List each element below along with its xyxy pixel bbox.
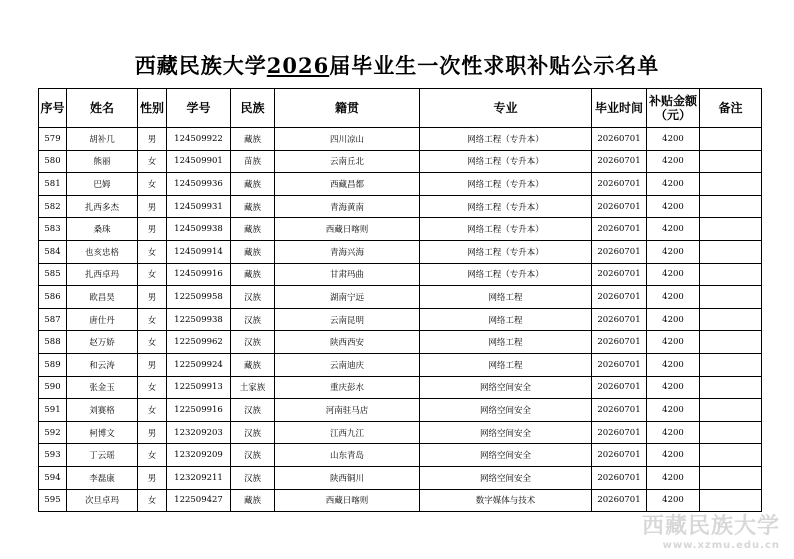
cell-hometown: 云南迪庆 [275,353,420,376]
cell-ethnicity: 汉族 [231,286,275,309]
cell-remark [700,150,762,173]
cell-seq: 591 [39,399,67,422]
cell-seq: 583 [39,218,67,241]
cell-grad-date: 20260701 [592,444,647,467]
cell-major: 网络工程（专升本） [420,150,592,173]
cell-remark [700,466,762,489]
cell-gender: 女 [138,263,167,286]
table-row [39,173,762,196]
table-row [39,331,762,354]
cell-remark [700,421,762,444]
cell-remark [700,218,762,241]
cell-seq: 581 [39,173,67,196]
cell-major: 网络工程（专升本） [420,173,592,196]
header-grad-date: 毕业时间 [592,89,647,128]
cell-gender: 男 [138,286,167,309]
cell-gender: 女 [138,173,167,196]
table-row [39,376,762,399]
cell-grad-date: 20260701 [592,150,647,173]
cell-major: 网络工程 [420,331,592,354]
table-row [39,240,762,263]
cell-amount: 4200 [647,399,700,422]
cell-student-id: 124509901 [167,150,231,173]
cell-gender: 女 [138,376,167,399]
cell-grad-date: 20260701 [592,466,647,489]
cell-remark [700,376,762,399]
cell-name: 扎西卓玛 [67,263,138,286]
cell-amount: 4200 [647,128,700,151]
cell-amount: 4200 [647,353,700,376]
cell-name: 丁云瑶 [67,444,138,467]
document-title [0,50,794,80]
cell-hometown: 陕西西安 [275,331,420,354]
cell-major: 网络工程 [420,286,592,309]
cell-ethnicity: 藏族 [231,128,275,151]
cell-amount: 4200 [647,466,700,489]
cell-major: 网络工程（专升本） [420,263,592,286]
cell-ethnicity: 汉族 [231,399,275,422]
cell-ethnicity: 藏族 [231,489,275,512]
cell-major: 网络工程 [420,353,592,376]
table-row [39,195,762,218]
cell-student-id: 124509922 [167,128,231,151]
table-header-row [39,89,762,128]
cell-student-id: 124509916 [167,263,231,286]
cell-remark [700,331,762,354]
cell-name: 刘赛格 [67,399,138,422]
cell-hometown: 青海兴海 [275,240,420,263]
cell-remark [700,263,762,286]
header-remark: 备注 [700,89,762,128]
cell-ethnicity: 藏族 [231,263,275,286]
cell-hometown: 青海黄南 [275,195,420,218]
cell-name: 桑珠 [67,218,138,241]
cell-grad-date: 20260701 [592,353,647,376]
cell-hometown: 河南驻马店 [275,399,420,422]
cell-amount: 4200 [647,421,700,444]
cell-gender: 女 [138,240,167,263]
cell-amount: 4200 [647,173,700,196]
cell-amount: 4200 [647,444,700,467]
cell-remark [700,240,762,263]
cell-seq: 593 [39,444,67,467]
table-row [39,466,762,489]
cell-name: 巴姆 [67,173,138,196]
watermark-url: www.xzmu.edu.cn [662,540,780,551]
cell-gender: 女 [138,444,167,467]
cell-student-id: 122509427 [167,489,231,512]
header-student-id: 学号 [167,89,231,128]
cell-grad-date: 20260701 [592,376,647,399]
cell-hometown: 云南丘北 [275,150,420,173]
cell-amount: 4200 [647,150,700,173]
cell-student-id: 123209203 [167,421,231,444]
cell-name: 柯博文 [67,421,138,444]
table-row [39,218,762,241]
cell-grad-date: 20260701 [592,421,647,444]
cell-name: 李磊康 [67,466,138,489]
cell-seq: 594 [39,466,67,489]
cell-seq: 588 [39,331,67,354]
cell-name: 次旦卓玛 [67,489,138,512]
cell-student-id: 124509936 [167,173,231,196]
cell-major: 网络空间安全 [420,421,592,444]
cell-gender: 女 [138,150,167,173]
table-row [39,308,762,331]
title-suffix: 届毕业生一次性求职补贴公示名单 [329,53,660,78]
cell-grad-date: 20260701 [592,128,647,151]
cell-name: 也亥忠格 [67,240,138,263]
cell-seq: 582 [39,195,67,218]
cell-major: 网络空间安全 [420,466,592,489]
cell-gender: 男 [138,128,167,151]
cell-remark [700,444,762,467]
cell-hometown: 甘肃玛曲 [275,263,420,286]
cell-ethnicity: 藏族 [231,218,275,241]
cell-ethnicity: 汉族 [231,308,275,331]
cell-student-id: 123209211 [167,466,231,489]
cell-gender: 男 [138,353,167,376]
cell-hometown: 江西九江 [275,421,420,444]
cell-grad-date: 20260701 [592,195,647,218]
cell-ethnicity: 藏族 [231,173,275,196]
cell-amount: 4200 [647,263,700,286]
cell-remark [700,195,762,218]
cell-hometown: 四川凉山 [275,128,420,151]
header-gender: 性别 [138,89,167,128]
cell-gender: 女 [138,308,167,331]
cell-name: 张金玉 [67,376,138,399]
table-row [39,128,762,151]
cell-student-id: 124509938 [167,218,231,241]
cell-name: 唐仕丹 [67,308,138,331]
cell-major: 网络空间安全 [420,399,592,422]
cell-seq: 592 [39,421,67,444]
cell-student-id: 123209209 [167,444,231,467]
cell-name: 扎西多杰 [67,195,138,218]
cell-hometown: 云南昆明 [275,308,420,331]
table-row [39,421,762,444]
cell-major: 数字媒体与技术 [420,489,592,512]
cell-remark [700,173,762,196]
cell-grad-date: 20260701 [592,240,647,263]
cell-amount: 4200 [647,195,700,218]
title-prefix: 西藏民族大学 [134,53,267,78]
cell-student-id: 122509916 [167,399,231,422]
watermark [642,509,780,551]
cell-student-id: 122509938 [167,308,231,331]
cell-seq: 584 [39,240,67,263]
cell-amount: 4200 [647,376,700,399]
table-row [39,150,762,173]
cell-gender: 女 [138,331,167,354]
cell-grad-date: 20260701 [592,399,647,422]
cell-amount: 4200 [647,308,700,331]
cell-gender: 女 [138,489,167,512]
subsidy-table [38,88,762,512]
header-ethnicity: 民族 [231,89,275,128]
cell-seq: 580 [39,150,67,173]
cell-seq: 595 [39,489,67,512]
cell-hometown: 西藏日喀则 [275,489,420,512]
cell-gender: 男 [138,466,167,489]
table-row [39,286,762,309]
cell-major: 网络空间安全 [420,376,592,399]
cell-ethnicity: 汉族 [231,331,275,354]
cell-hometown: 湖南宁远 [275,286,420,309]
cell-remark [700,399,762,422]
cell-hometown: 山东青岛 [275,444,420,467]
cell-student-id: 122509958 [167,286,231,309]
cell-gender: 男 [138,421,167,444]
cell-amount: 4200 [647,240,700,263]
cell-seq: 585 [39,263,67,286]
cell-seq: 587 [39,308,67,331]
cell-amount: 4200 [647,489,700,512]
cell-grad-date: 20260701 [592,263,647,286]
cell-student-id: 122509924 [167,353,231,376]
cell-seq: 589 [39,353,67,376]
cell-remark [700,308,762,331]
cell-ethnicity: 藏族 [231,240,275,263]
header-major: 专业 [420,89,592,128]
table-row [39,444,762,467]
cell-grad-date: 20260701 [592,173,647,196]
watermark-name: 西藏民族大学 [641,514,780,539]
cell-hometown: 西藏昌都 [275,173,420,196]
cell-name: 和云涛 [67,353,138,376]
cell-student-id: 122509962 [167,331,231,354]
cell-remark [700,128,762,151]
cell-name: 赵万娇 [67,331,138,354]
table-row [39,353,762,376]
cell-gender: 男 [138,195,167,218]
cell-grad-date: 20260701 [592,308,647,331]
cell-hometown: 西藏日喀则 [275,218,420,241]
cell-name: 欧昌昊 [67,286,138,309]
cell-major: 网络工程（专升本） [420,195,592,218]
title-year: 2026 [266,53,330,78]
cell-amount: 4200 [647,286,700,309]
cell-grad-date: 20260701 [592,489,647,512]
cell-student-id: 122509913 [167,376,231,399]
table-row [39,263,762,286]
cell-seq: 586 [39,286,67,309]
cell-remark [700,353,762,376]
cell-grad-date: 20260701 [592,286,647,309]
cell-student-id: 124509931 [167,195,231,218]
header-amount: 补贴金额（元） [647,89,700,128]
cell-major: 网络工程 [420,308,592,331]
cell-seq: 579 [39,128,67,151]
header-name: 姓名 [67,89,138,128]
cell-amount: 4200 [647,331,700,354]
cell-name: 熊丽 [67,150,138,173]
cell-seq: 590 [39,376,67,399]
cell-ethnicity: 土家族 [231,376,275,399]
cell-remark [700,286,762,309]
header-seq: 序号 [39,89,67,128]
cell-ethnicity: 藏族 [231,195,275,218]
cell-major: 网络工程（专升本） [420,218,592,241]
table-row [39,399,762,422]
cell-major: 网络空间安全 [420,444,592,467]
cell-major: 网络工程（专升本） [420,128,592,151]
header-hometown: 籍贯 [275,89,420,128]
cell-name: 胡补几 [67,128,138,151]
cell-grad-date: 20260701 [592,331,647,354]
cell-gender: 女 [138,399,167,422]
cell-hometown: 陕西铜川 [275,466,420,489]
cell-amount: 4200 [647,218,700,241]
cell-ethnicity: 汉族 [231,421,275,444]
cell-ethnicity: 藏族 [231,353,275,376]
cell-ethnicity: 汉族 [231,444,275,467]
cell-ethnicity: 苗族 [231,150,275,173]
cell-major: 网络工程（专升本） [420,240,592,263]
cell-grad-date: 20260701 [592,218,647,241]
cell-gender: 男 [138,218,167,241]
cell-student-id: 124509914 [167,240,231,263]
cell-ethnicity: 汉族 [231,466,275,489]
cell-hometown: 重庆彭水 [275,376,420,399]
